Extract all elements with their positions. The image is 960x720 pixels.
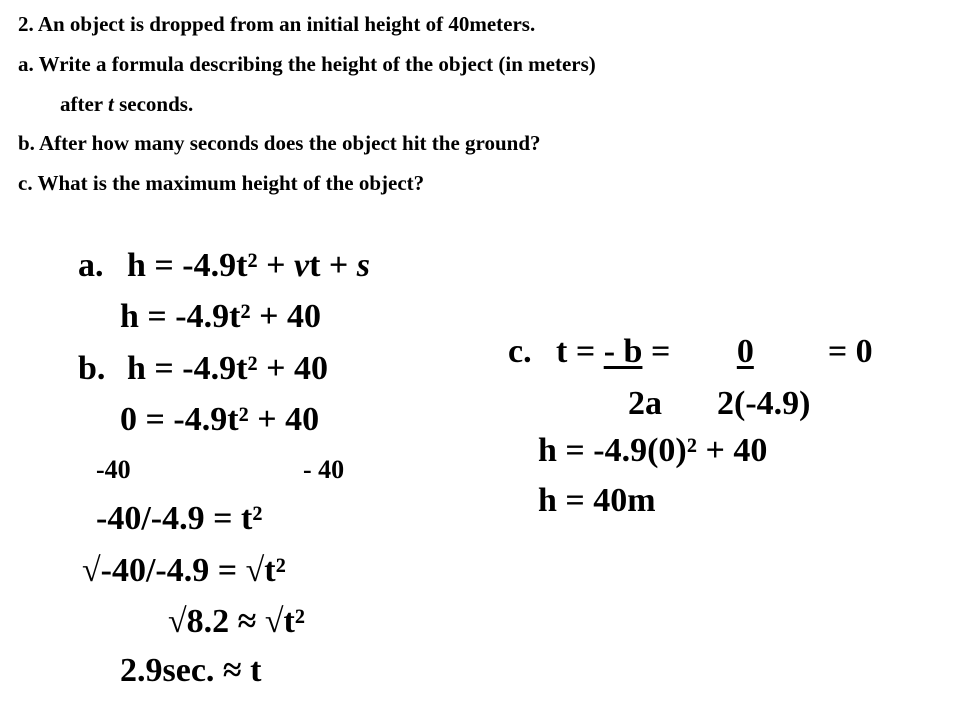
solution-c-height-answer: h = 40m (538, 482, 656, 519)
solution-a-label: a. (78, 247, 104, 284)
solution-c-vertex-formula: t = - b = 0 = 0 (556, 333, 873, 370)
solution-a-formula: h = -4.9t² + vt + s (127, 247, 371, 284)
solution-b-subtract-right: - 40 (303, 455, 345, 484)
solution-c-denominator-right: 2(-4.9) (717, 385, 811, 422)
solution-b-label: b. (78, 350, 106, 387)
solution-a-equation: h = -4.9t² + 40 (120, 298, 321, 335)
solution-c-height-equation: h = -4.9(0)² + 40 (538, 432, 768, 469)
solution-b-equation-2: 0 = -4.9t² + 40 (120, 401, 320, 438)
solution-b-answer: 2.9sec. ≈ t (120, 652, 262, 689)
solution-b-equation-4: √-40/-4.9 = √t² (82, 552, 286, 589)
question-b: b. After how many seconds does the object hit the ground? (18, 131, 541, 155)
solution-b-equation-1: h = -4.9t² + 40 (127, 350, 328, 387)
solution-b-subtract-left: -40 (96, 455, 131, 484)
problem-statement: 2. An object is dropped from an initial height of 40meters. (18, 12, 536, 36)
solution-b-equation-3: -40/-4.9 = t² (96, 500, 263, 537)
solution-c-denominator-left: 2a (628, 385, 662, 422)
solution-c-label: c. (508, 333, 532, 370)
question-c: c. What is the maximum height of the object? (18, 171, 425, 195)
solution-b-equation-5: √8.2 ≈ √t² (168, 603, 305, 640)
question-a-continued: after t seconds. (60, 92, 194, 116)
question-a: a. Write a formula describing the height of the object (in meters) (18, 52, 596, 76)
